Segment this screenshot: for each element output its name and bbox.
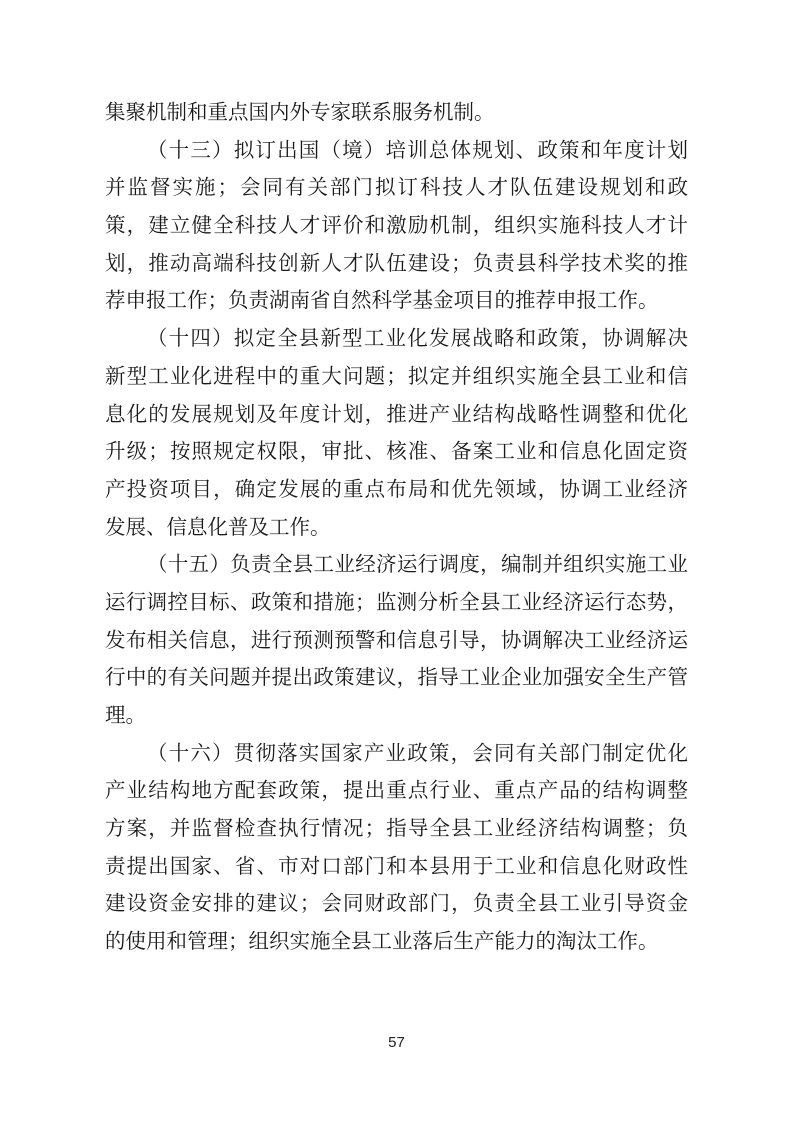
text-line: （十三）拟订出国（境）培训总体规划、政策和年度计划	[147, 139, 688, 162]
text-line: 息化的发展规划及年度计划，推进产业结构战略性调整和优化	[105, 403, 688, 426]
text-line: （十四）拟定全县新型工业化发展战略和政策，协调解决	[147, 328, 688, 351]
text-line: 理。	[105, 705, 146, 727]
document-body	[105, 95, 688, 962]
text-line: 荐申报工作；负责湖南省自然科学基金项目的推荐申报工作。	[105, 290, 659, 313]
text-line: 发展、信息化普及工作。	[105, 516, 331, 539]
text-line: 行中的有关问题并提出政策建议，指导工业企业加强安全生产管	[105, 667, 688, 690]
text-line: 划，推动高端科技创新人才队伍建设；负责县科学技术奖的推	[105, 252, 688, 275]
text-line: 运行调控目标、政策和措施；监测分析全县工业经济运行态势，	[105, 591, 688, 614]
paragraph	[105, 133, 688, 321]
text-line: 集聚机制和重点国内外专家联系服务机制。	[105, 102, 495, 124]
paragraph	[105, 736, 688, 962]
text-line: 的使用和管理；组织实施全县工业落后生产能力的淘汰工作。	[105, 931, 659, 954]
text-line: 升级；按照规定权限，审批、核准、备案工业和信息化固定资	[105, 441, 688, 464]
paragraph	[105, 95, 688, 133]
text-line: 产投资项目，确定发展的重点布局和优先领域，协调工业经济	[105, 478, 688, 501]
text-line: 并监督实施；会同有关部门拟订科技人才队伍建设规划和政	[105, 177, 688, 200]
text-line: 发布相关信息，进行预测预警和信息引导，协调解决工业经济运	[105, 629, 688, 652]
text-line: 责提出国家、省、市对口部门和本县用于工业和信息化财政性	[105, 855, 688, 878]
page-number: 57	[388, 1034, 405, 1051]
paragraph	[105, 547, 688, 735]
text-line: 建设资金安排的建议；会同财政部门，负责全县工业引导资金	[105, 893, 688, 916]
text-line: （十五）负责全县工业经济运行调度，编制并组织实施工业	[147, 554, 688, 577]
text-line: （十六）贯彻落实国家产业政策，会同有关部门制定优化	[147, 742, 688, 765]
text-line: 策，建立健全科技人才评价和激励机制，组织实施科技人才计	[105, 215, 688, 238]
text-line: 产业结构地方配套政策，提出重点行业、重点产品的结构调整	[105, 780, 688, 803]
text-line: 新型工业化进程中的重大问题；拟定并组织实施全县工业和信	[105, 365, 688, 388]
text-line: 方案，并监督检查执行情况；指导全县工业经济结构调整；负	[105, 818, 688, 841]
paragraph	[105, 321, 688, 547]
